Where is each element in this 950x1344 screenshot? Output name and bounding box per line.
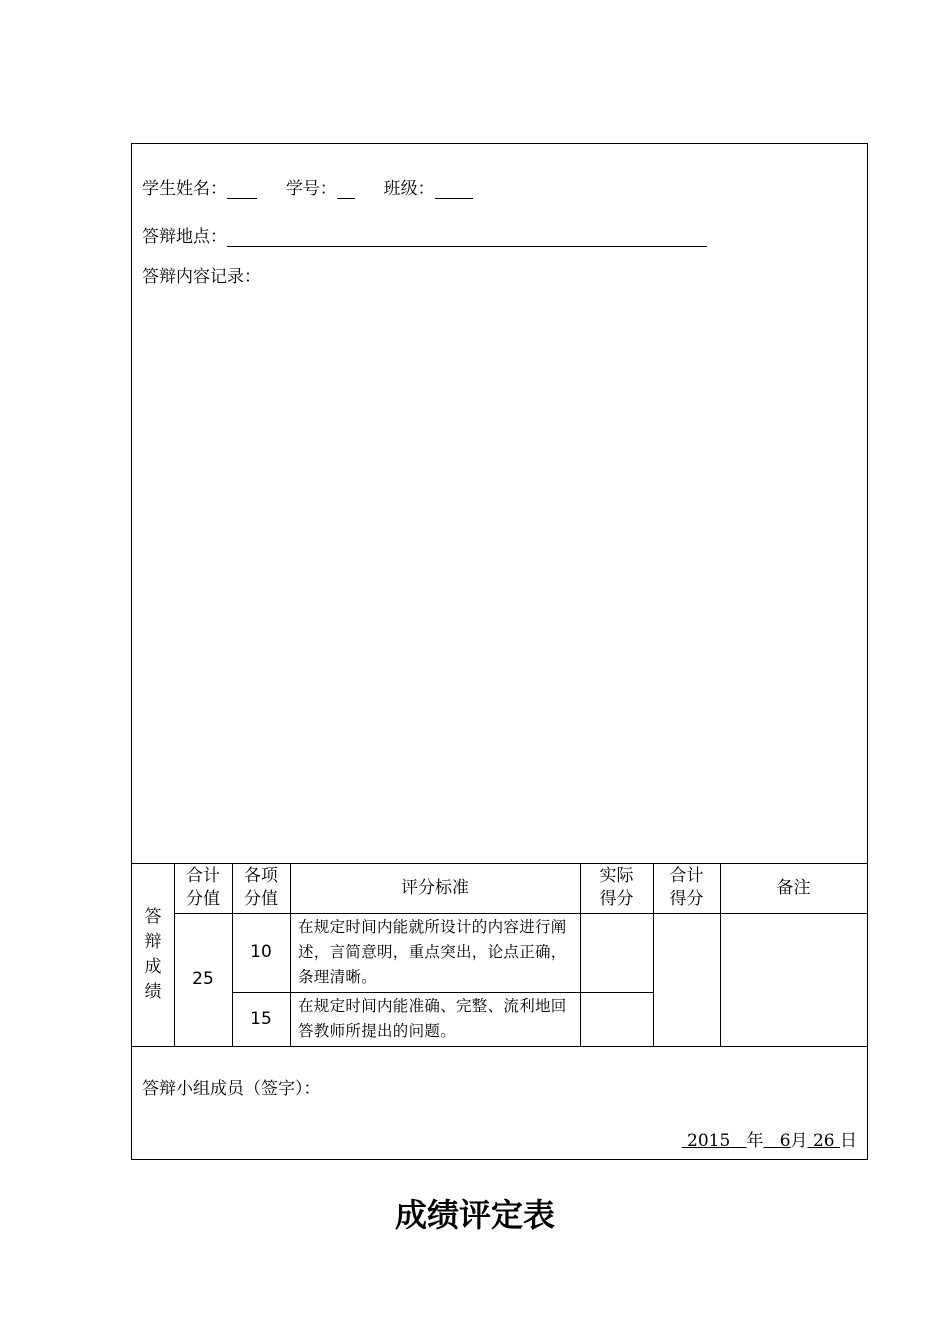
location-label: 答辩地点： bbox=[142, 227, 227, 247]
class-label: 班级： bbox=[383, 179, 435, 199]
day-unit: 日 bbox=[840, 1131, 857, 1151]
criteria-cell: 在规定时间内能就所设计的内容进行阐述，言简意明，重点突出，论点正确，条理清晰。 bbox=[298, 918, 567, 986]
header-item-value: 各项 分值 bbox=[244, 866, 278, 909]
actual-score-input[interactable] bbox=[580, 992, 653, 1046]
year-unit: 年 bbox=[746, 1131, 764, 1151]
row-header-char: 绩 bbox=[144, 981, 162, 1002]
row-header-char: 辩 bbox=[144, 931, 162, 952]
class-blank[interactable] bbox=[435, 180, 473, 199]
header-total-score: 合计 得分 bbox=[669, 866, 704, 909]
total-value-cell: 25 bbox=[192, 969, 214, 989]
row-header-char: 答 bbox=[144, 906, 162, 927]
defense-record-form bbox=[131, 143, 868, 1160]
student-info-line bbox=[142, 174, 473, 199]
members-signature-label: 答辩小组成员（签字）： bbox=[142, 1079, 321, 1099]
location-blank[interactable] bbox=[227, 228, 707, 247]
signature-date bbox=[682, 1126, 857, 1151]
record-area[interactable] bbox=[142, 294, 857, 854]
total-score-input[interactable] bbox=[653, 913, 720, 1046]
item-value-cell: 10 bbox=[250, 942, 272, 962]
location-line bbox=[142, 222, 707, 247]
header-criteria: 评分标准 bbox=[401, 877, 469, 898]
header-total-value: 合计 分值 bbox=[186, 866, 220, 909]
student-name-label: 学生姓名： bbox=[142, 179, 227, 199]
month-unit: 月 bbox=[790, 1131, 808, 1151]
date-month[interactable]: 6 bbox=[779, 1131, 791, 1151]
criteria-cell: 在规定时间内能准确、完整、流利地回答教师所提出的问题。 bbox=[298, 997, 567, 1040]
student-id-blank[interactable] bbox=[337, 180, 355, 199]
remarks-input[interactable] bbox=[720, 913, 867, 1046]
record-label: 答辩内容记录： bbox=[142, 267, 261, 287]
student-id-label: 学号： bbox=[285, 179, 337, 199]
header-remarks: 备注 bbox=[776, 877, 811, 898]
item-value-cell: 15 bbox=[250, 1008, 272, 1029]
row-header-char: 成 bbox=[144, 956, 162, 977]
table-bottom-border bbox=[132, 1046, 867, 1047]
page-title: 成绩评定表 bbox=[394, 1196, 555, 1234]
date-day[interactable]: 26 bbox=[812, 1131, 835, 1151]
actual-score-input[interactable] bbox=[580, 913, 653, 992]
date-year[interactable]: 2015 bbox=[687, 1131, 731, 1151]
score-row-header bbox=[132, 863, 174, 1046]
student-name-blank[interactable] bbox=[227, 180, 257, 199]
header-actual-score: 实际 得分 bbox=[599, 866, 634, 909]
